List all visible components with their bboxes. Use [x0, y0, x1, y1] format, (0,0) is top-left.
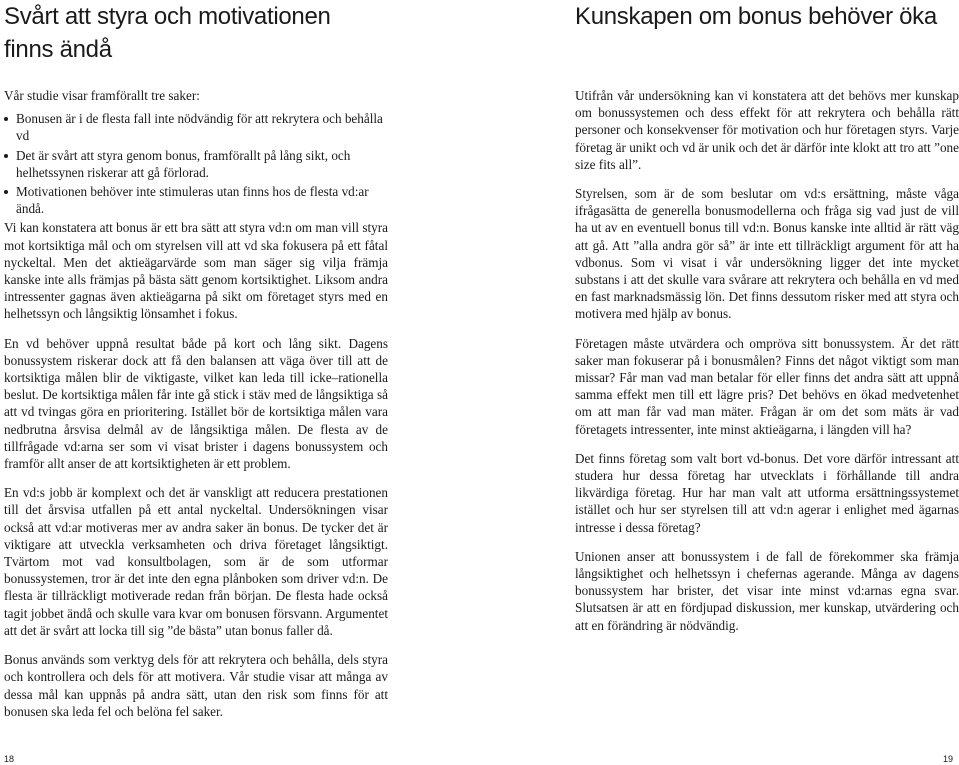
left-title-line-2: finns ändå	[4, 36, 112, 63]
left-page	[4, 0, 388, 719]
right-page	[575, 0, 959, 633]
body-paragraph: Företagen måste utvärdera och ompröva sitt bonussystem. Är det rätt saker man fokuserar på i bonusmålen? Finns det något viktigt som man missar? Får man vad man betalar för eller finns det andra sätt att uppnå samma effekt men till ett lägre pris? Det behövs en ökad medvetenhet om att man får vad man mäter. Frågan är om det som mäts är vad företagets intressenter, inte minst aktieägarna, i längden vill ha?	[575, 335, 959, 437]
intro-paragraph: Vår studie visar framförallt tre saker:	[4, 88, 200, 103]
list-item	[4, 147, 388, 181]
bullet-text: Bonusen är i de flesta fall inte nödvändig för att rekrytera och behålla vd	[16, 111, 383, 144]
bullet-icon	[4, 190, 8, 194]
body-paragraph: Vi kan konstatera att bonus är ett bra sätt att styra vd:n om man vill styra mot kortsiktiga mål och om styrelsen vill att vd ska fokusera på ett fåtal nyckeltal. Men det aktieägarvärde som man säger sig vilja främja kanske inte alls främjas på bästa sätt genom kortsiktighet. Liksom andra intressenter gagnas även aktieägarna på sikt om företaget styrs med en helhetssyn och långsiktig lönsamhet i fokus.	[4, 220, 388, 322]
page-number-right: 19	[943, 754, 954, 764]
left-title-line-1: Svårt att styra och motivationen	[4, 3, 331, 30]
body-paragraph: En vd:s jobb är komplext och det är vanskligt att reducera prestationen till det årsvisa utfallen på ett antal nyckeltal. Undersökningen visar också att vd:ar motiveras mer av andra saker än bonus. De tycker det är viktigare att utveckla verksamheten och driva företaget långsiktigt. Tvärtom mot vad konsultbolagen, som är de som utformar bonussystemen, tror är det inte den egna plånboken som driver vd:n. De flesta är tillräckligt motiverade redan från början. De flesta hade också tagit jobbet ändå och skulle vara kvar om bonusen försvann. Argumentet att det är svårt att locka till sig ”de bästa” utan bonus faller då.	[4, 485, 388, 638]
bullet-icon	[4, 154, 8, 158]
list-item	[4, 183, 388, 217]
left-page-title	[4, 0, 388, 66]
right-page-title: Kunskapen om bonus behöver öka	[575, 3, 937, 30]
body-paragraph: Det finns företag som valt bort vd-bonus. Det vore därför intressant att studera hur dessa företag har utvecklats i förhållande till andra likvärdiga företag. Hur har man valt att utforma ersättningssystemet istället och hur ser styrelsen till att vd:n agerar i enlighet med ägarnas intresse i dessa företag?	[575, 450, 959, 535]
body-paragraph: Styrelsen, som är de som beslutar om vd:s ersättning, måste våga ifrågasätta de generella bonusmodellerna och fråga sig vad just de vill ha ut av en eventuell bonus till vd:n. Bonus kanske inte alltid är rätt väg att gå. Att ”alla andra gör så” är inte ett tillräckligt argument för att ha vdbonus. Som vi visat i vår undersökning ligger det inte mycket substans i att det skulle vara svårare att rekrytera och behålla en vd med en fast marknadsmässig lön. Det finns dessutom risker med att styra och motivera med hjälp av bonus.	[575, 186, 959, 322]
body-paragraph: En vd behöver uppnå resultat både på kort och lång sikt. Dagens bonussystem riskerar dock att få den balansen att väga över till att de kortsiktiga målen blir de viktigaste, vilket kan leda till icke–rationella beslut. De kortsiktiga målen får inte gå stick i stäv med de långsiktiga så att vd tvingas göra en prioritering. Istället bör de kortsiktiga målen vara nedbrutna årsvisa delmål av de långsiktiga målen. De flesta av de tillfrågade vd:arna ser som vi visat brister i dagens bonussystem och framför allt anser de att kortsiktigheten är ett problem.	[4, 335, 388, 472]
bullet-text: Motivationen behöver inte stimuleras utan finns hos de flesta vd:ar ändå.	[16, 184, 369, 217]
bullet-text: Det är svårt att styra genom bonus, framförallt på lång sikt, och helhetssynen riskerar att gå förlorad.	[16, 147, 351, 180]
findings-list	[4, 110, 388, 217]
body-paragraph: Bonus används som verktyg dels för att rekrytera och behålla, dels styra och kontrollera och dels för att motivera. Vår studie visar att många av dessa mål kan uppnås på andra sätt, utan den risk som finns för att bonusen ska leda fel och belöna fel saker.	[4, 652, 388, 719]
right-body-text	[575, 87, 959, 646]
left-body-text	[4, 87, 388, 732]
body-paragraph: Utifrån vår undersökning kan vi konstatera att det behövs mer kunskap om bonussystemen och dess effekt för att rekrytera och behålla rätt personer och konsekvenser för motivation och hur företagen styrs. Varje företag är unikt och vd är unik och det är därför inte klokt att tro att ”one size fits all”.	[575, 88, 959, 172]
page-number-left: 18	[4, 754, 15, 764]
list-item	[4, 110, 388, 144]
bullet-icon	[4, 117, 8, 121]
body-paragraph: Unionen anser att bonussystem i de fall de förekommer ska främja långsiktighet och helhetssyn i chefernas agerande. Många av dagens bonussystem har brister, det visar inte minst vd:arnas egna svar. Slutsatsen är att en fördjupad diskussion, mer kunskap, utvärdering och att en förändring är nödvändig.	[575, 548, 959, 633]
